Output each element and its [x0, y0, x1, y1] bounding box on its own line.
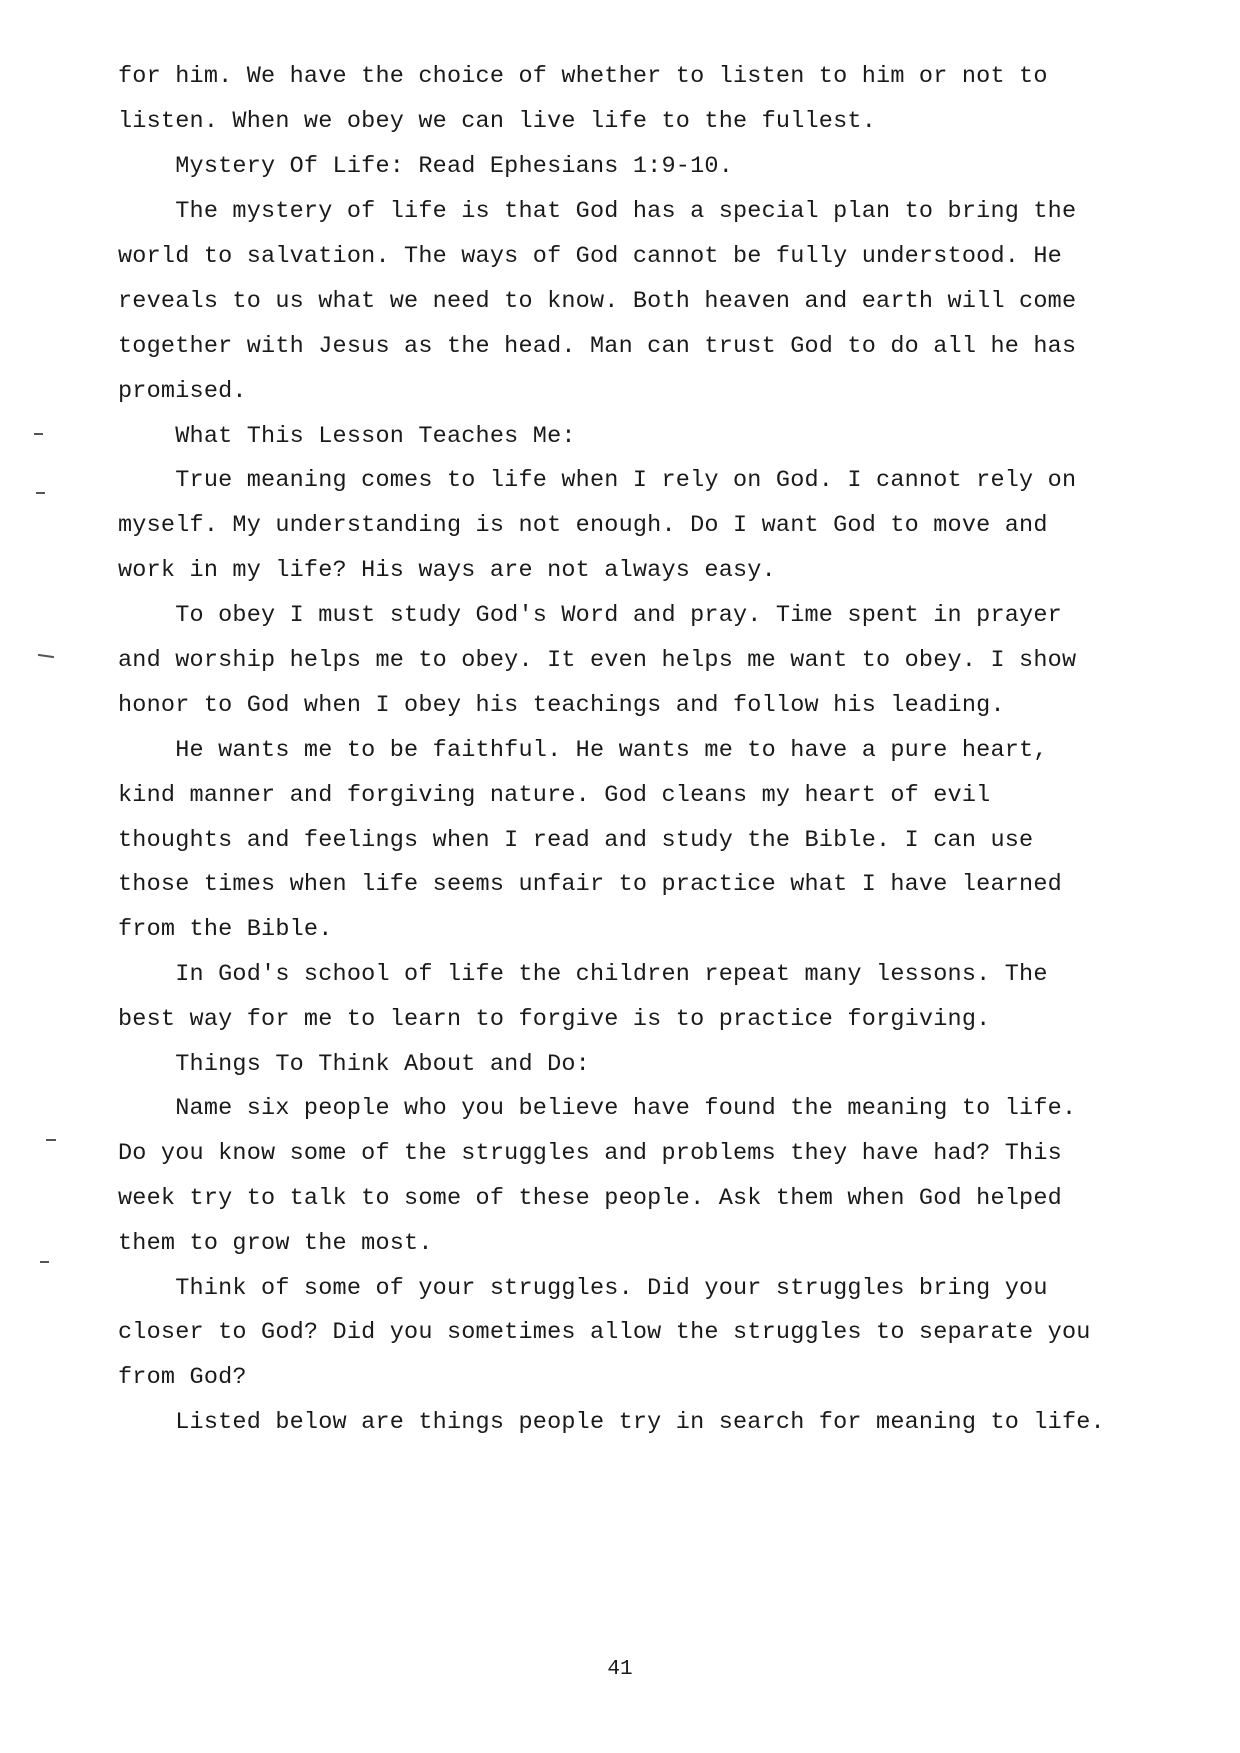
section-heading: Mystery Of Life: Read Ephesians 1:9-10. [118, 153, 733, 180]
scan-mark [36, 492, 45, 494]
text-line: He wants me to be faithful. He wants me to have a pure heart, [118, 737, 1048, 764]
text-line: together with Jesus as the head. Man can trust God to do all he has [118, 333, 1077, 360]
text-line: Think of some of your struggles. Did your struggles bring you [118, 1275, 1048, 1302]
text-line: world to salvation. The ways of God cannot be fully understood. He [118, 243, 1062, 270]
text-line: week try to talk to some of these people. Ask them when God helped [118, 1185, 1062, 1212]
scan-mark [40, 1261, 49, 1263]
text-line: Listed below are things people try in search for meaning to life. [118, 1409, 1105, 1436]
text-line: listen. When we obey we can live life to the fullest. [118, 108, 877, 135]
text-line: thoughts and feelings when I read and study the Bible. I can use [118, 827, 1034, 854]
text-line: closer to God? Did you sometimes allow the struggles to separate you [118, 1319, 1091, 1346]
text-line: for him. We have the choice of whether to listen to him or not to [118, 63, 1048, 90]
text-line: Name six people who you believe have found the meaning to life. [118, 1095, 1077, 1122]
text-line: To obey I must study God's Word and pray. Time spent in prayer [118, 602, 1062, 629]
text-line: work in my life? His ways are not always easy. [118, 557, 776, 584]
page-number: 41 [607, 1658, 633, 1681]
text-line: honor to God when I obey his teachings and follow his leading. [118, 692, 1005, 719]
text-line: those times when life seems unfair to practice what I have learned [118, 871, 1062, 898]
text-line: from God? [118, 1364, 247, 1391]
scan-mark [34, 433, 43, 435]
text-line: promised. [118, 378, 247, 405]
section-heading: Things To Think About and Do: [118, 1051, 590, 1078]
text-line: best way for me to learn to forgive is to practice forgiving. [118, 1006, 991, 1033]
text-line: The mystery of life is that God has a special plan to bring the [118, 198, 1077, 225]
text-line: them to grow the most. [118, 1230, 433, 1257]
text-line: True meaning comes to life when I rely on God. I cannot rely on [118, 467, 1077, 494]
text-line: reveals to us what we need to know. Both heaven and earth will come [118, 288, 1077, 315]
scan-mark [46, 1139, 56, 1141]
text-line: kind manner and forgiving nature. God cleans my heart of evil [118, 782, 991, 809]
text-line: from the Bible. [118, 916, 333, 943]
text-line: and worship helps me to obey. It even helps me want to obey. I show [118, 647, 1077, 674]
section-heading: What This Lesson Teaches Me: [118, 423, 576, 450]
text-line: myself. My understanding is not enough. Do I want God to move and [118, 512, 1048, 539]
text-line: Do you know some of the struggles and problems they have had? This [118, 1140, 1062, 1167]
text-line: In God's school of life the children repeat many lessons. The [118, 961, 1048, 988]
scan-mark [38, 654, 54, 658]
